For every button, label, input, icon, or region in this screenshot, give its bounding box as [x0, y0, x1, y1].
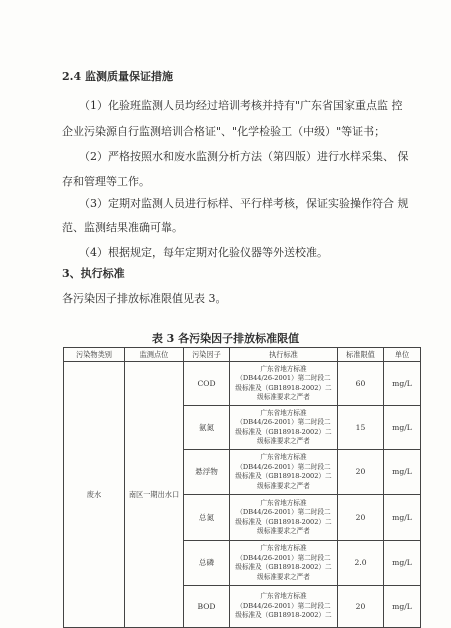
- standards-intro: 各污染因子排放标准限值见表 3。: [62, 292, 227, 305]
- section-heading: 2.4 监测质量保证措施: [62, 70, 173, 83]
- header-limit: 标准限值: [338, 348, 384, 362]
- table-title: 表 3 各污染因子排放标准限值: [151, 332, 300, 345]
- table-header-row: [64, 348, 421, 362]
- limit-cell: 20: [338, 586, 384, 628]
- factor-cell: 悬浮物: [184, 450, 230, 495]
- paragraph-1-line-1: （1）化验班监测人员均经过培训考核并持有"广东省国家重点监 控: [79, 99, 403, 112]
- header-factor: 污染因子: [184, 348, 230, 362]
- unit-cell: mg/L: [384, 450, 421, 495]
- unit-cell: mg/L: [384, 495, 421, 541]
- standard-cell: 广东省地方标准 （DB44/26-2001）第二时段二 级标准及（GB18918-2002）二 级标准要求之严者: [230, 450, 338, 495]
- standard-cell: 广东省地方标准 （DB44/26-2001）第二时段二 级标准及（GB18918-2002）二: [230, 586, 338, 628]
- unit-cell: mg/L: [384, 406, 421, 450]
- header-point: 监测点位: [125, 348, 184, 362]
- header-standard: 执行标准: [230, 348, 338, 362]
- factor-cell: BOD: [184, 586, 230, 628]
- limit-cell: 60: [338, 362, 384, 406]
- standard-cell: 广东省地方标准 （DB44/26-2001）第二时段二 级标准及（GB18918-2002）二 级标准要求之严者: [230, 406, 338, 450]
- factor-cell: COD: [184, 362, 230, 406]
- standard-cell: 广东省地方标准 （DB44/26-2001）第二时段二 级标准及（GB18918-2002）二 级标准要求之严者: [230, 541, 338, 586]
- emission-limits-table: [63, 347, 421, 628]
- factor-cell: 总氮: [184, 495, 230, 541]
- standard-cell: 广东省地方标准 （DB44/26-2001）第二时段二 级标准及（GB18918-2002）二 级标准要求之严者: [230, 495, 338, 541]
- standards-heading: 3、执行标准: [62, 267, 125, 280]
- standard-cell: 广东省地方标准 （DB44/26-2001）第二时段二 级标准及（GB18918-2002）二 级标准要求之严者: [230, 362, 338, 406]
- table-row: [64, 362, 421, 406]
- paragraph-3-line-2: 范、监测结果准确可靠。: [62, 221, 183, 234]
- paragraph-4-line-1: （4）根据规定，每年定期对化验仪器等外送校准。: [79, 246, 328, 259]
- limit-cell: 20: [338, 450, 384, 495]
- paragraph-3-line-1: （3）定期对监测人员进行标样、平行样考核，保证实验操作符合 规: [79, 197, 409, 210]
- limit-cell: 15: [338, 406, 384, 450]
- header-category: 污染物类别: [64, 348, 125, 362]
- header-unit: 单位: [384, 348, 421, 362]
- category-cell: 废水: [64, 362, 125, 628]
- paragraph-2-line-1: （2）严格按照水和废水监测分析方法（第四版）进行水样采集、 保: [79, 150, 409, 163]
- monitoring-point-cell: 南区一期出水口: [125, 362, 184, 628]
- paragraph-2-line-2: 存和管理等工作。: [62, 175, 150, 188]
- limit-cell: 20: [338, 495, 384, 541]
- unit-cell: mg/L: [384, 362, 421, 406]
- unit-cell: mg/L: [384, 541, 421, 586]
- unit-cell: mg/L: [384, 586, 421, 628]
- factor-cell: 总磷: [184, 541, 230, 586]
- factor-cell: 氨氮: [184, 406, 230, 450]
- paragraph-1-line-2: 企业污染源自行监测培训合格证"、"化学检验工（中级）"等证书；: [62, 125, 386, 138]
- limit-cell: 2.0: [338, 541, 384, 586]
